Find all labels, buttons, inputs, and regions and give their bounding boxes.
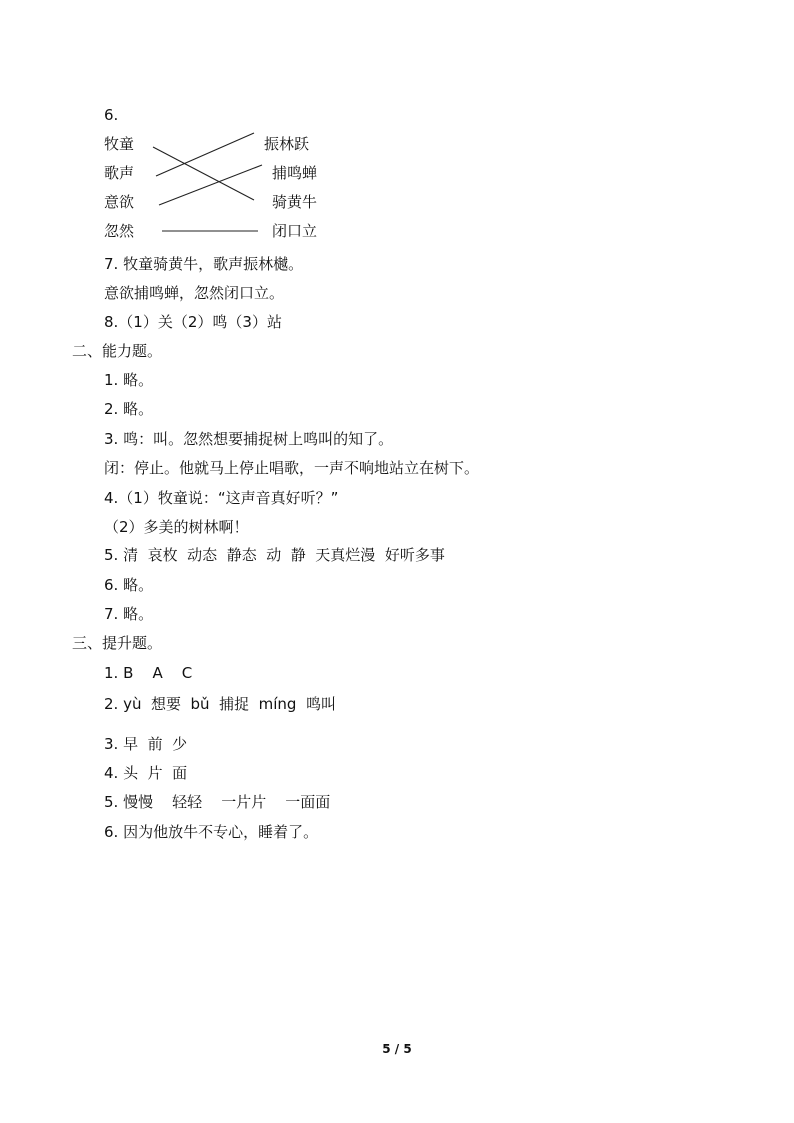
match-line — [156, 133, 254, 176]
answer-line: 1. B A C — [104, 664, 193, 682]
answer-line: 5. 慢慢 轻轻 一片片 一面面 — [104, 793, 331, 811]
match-left-item: 牧童 — [104, 135, 135, 153]
q7-line-2: 意欲捕鸣蝉，忽然闭口立。 — [104, 284, 285, 302]
match-left-item: 歌声 — [104, 164, 135, 182]
match-right-item: 振林跃 — [264, 135, 310, 153]
answer-line: 4. 头 片 面 — [104, 764, 188, 782]
answer-line: 1. 略。 — [104, 371, 154, 389]
match-left-item: 意欲 — [104, 193, 135, 211]
answer-line: 5. 清 哀枚 动态 静态 动 静 天真烂漫 好听多事 — [104, 546, 445, 564]
answer-line: 2. yù 想要 bǔ 捕捉 míng 鸣叫 — [104, 695, 336, 713]
q8-answer: 8.（1）关（2）鸣（3）站 — [104, 313, 282, 331]
match-left-item: 忽然 — [104, 222, 135, 240]
answer-line: 闭：停止。他就马上停止唱歌，一声不响地站立在树下。 — [104, 459, 480, 477]
page-number: 5 / 5 — [382, 1042, 412, 1056]
match-right-item: 捕鸣蝉 — [272, 164, 318, 182]
answer-line: （2）多美的树林啊！ — [104, 518, 249, 536]
section-heading-ability: 二、能力题。 — [72, 342, 163, 360]
answer-line: 4.（1）牧童说：“这声音真好听？” — [104, 489, 339, 507]
answer-line: 3. 鸣：叫。忽然想要捕捉树上鸣叫的知了。 — [104, 430, 394, 448]
answer-line: 7. 略。 — [104, 605, 154, 623]
answer-line: 6. 略。 — [104, 576, 154, 594]
match-right-item: 骑黄牛 — [272, 193, 318, 211]
answer-line: 2. 略。 — [104, 400, 154, 418]
match-right-item: 闭口立 — [272, 222, 318, 240]
matching-lines — [0, 0, 794, 260]
q6-number: 6. — [104, 106, 119, 124]
match-line — [159, 165, 262, 205]
section-heading-improve: 三、提升题。 — [72, 634, 163, 652]
q7-line-1: 7. 牧童骑黄牛，歌声振林樾。 — [104, 255, 304, 273]
answer-line: 3. 早 前 少 — [104, 735, 188, 753]
answer-line: 6. 因为他放牛不专心，睡着了。 — [104, 823, 319, 841]
